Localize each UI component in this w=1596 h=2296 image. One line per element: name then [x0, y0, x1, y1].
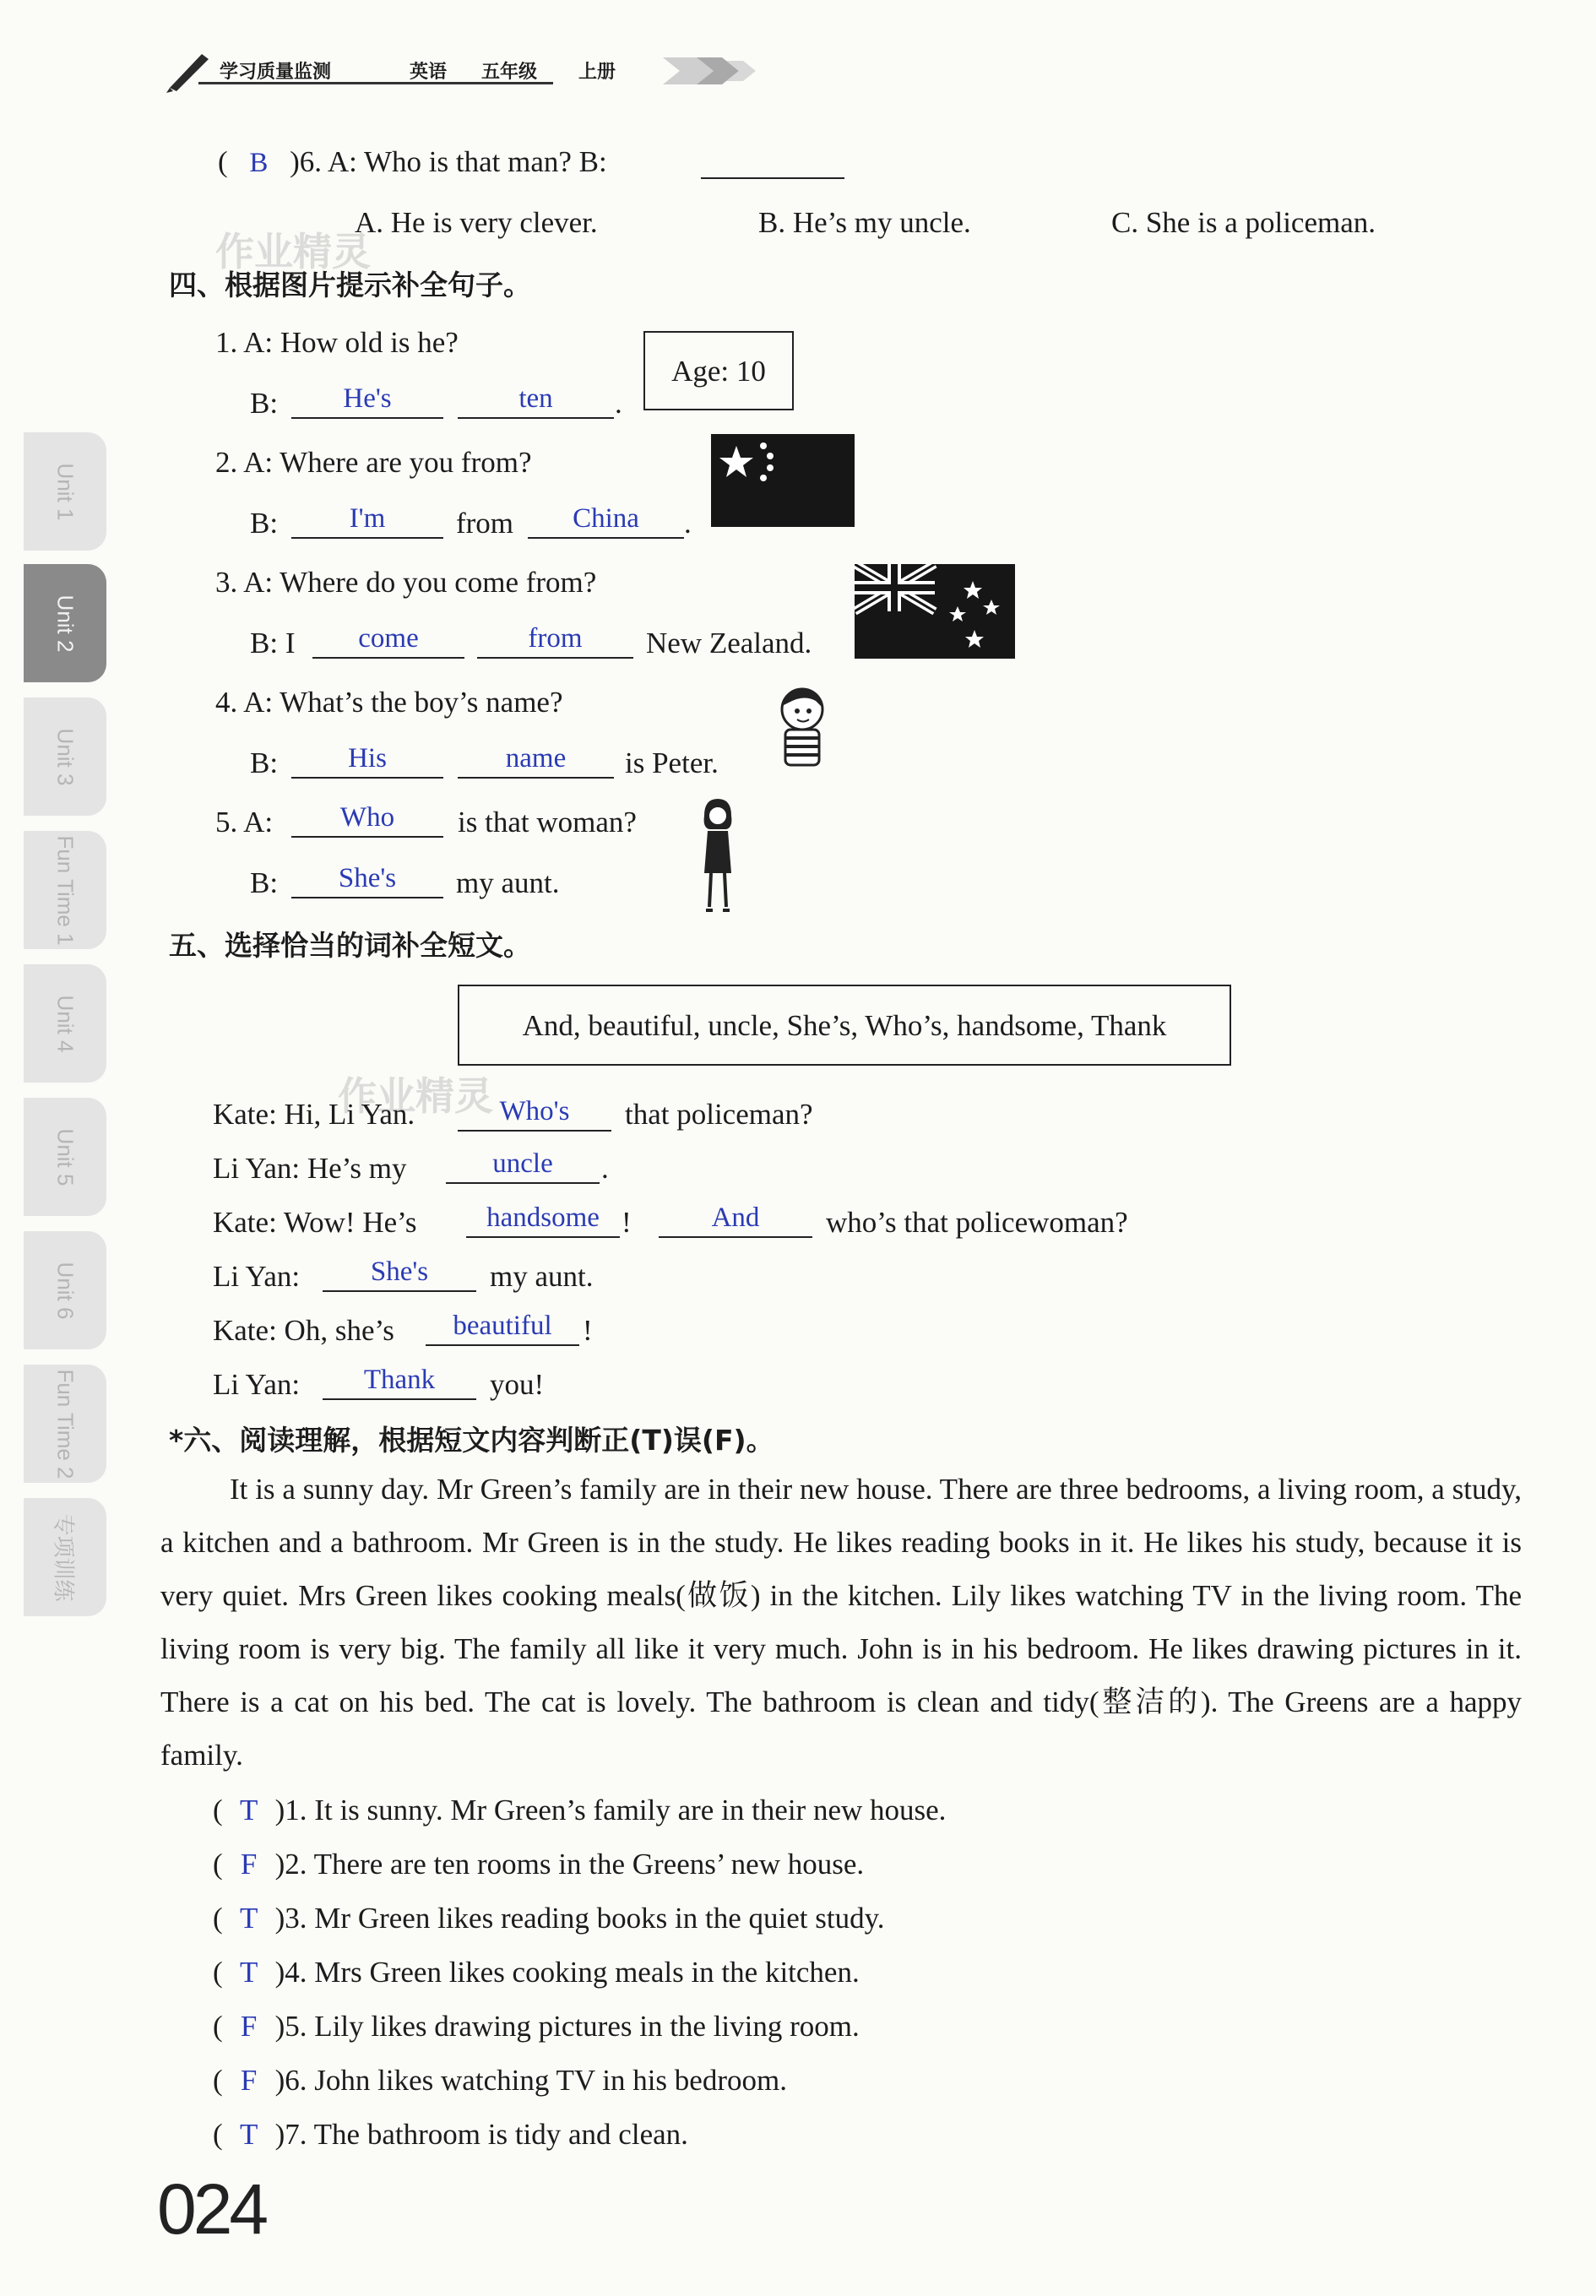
header-title: 学习质量监测 [220, 62, 332, 83]
tf-statement-4: ( T )4. Mrs Green likes cooking meals in the kitchen. [213, 1956, 860, 1989]
s4-b5-blank1: She's [291, 861, 443, 898]
s4-b2-blank1: I'm [291, 502, 443, 539]
q6-row: ( B )6. A: Who is that man? B: [218, 145, 607, 178]
q6-option-b: B. He’s my uncle. [758, 206, 971, 239]
reading-passage: It is a sunny day. Mr Green’s family are in their new house. There are three bedrooms, a living room, a study, a kitchen and a bathroom. Mr Green is in the study. He likes reading books in it. He likes his study, because it is very quiet. Mrs Green likes cooking meals(做饭) in the kitchen. Lily likes watching TV in the living room. The living room is very big. The family all like it very much. John is in his bedroom. He likes drawing pictures in it. There is a cat on his bed. The cat is lovely. The bathroom is clean and tidy(整洁的). The Greens are a happy family. [160, 1473, 1522, 1772]
tab-unit-5[interactable]: Unit 5 [24, 1098, 106, 1216]
s5-blank4: And [659, 1201, 812, 1238]
s5-blank7: Thank [323, 1363, 476, 1400]
s5-blank6: beautiful [426, 1309, 579, 1346]
s5-line4: Li Yan: [213, 1260, 301, 1293]
page-header [165, 49, 773, 93]
tab-fun-time-1[interactable]: Fun Time 1 [24, 831, 106, 949]
s4-b3-blank1: come [312, 621, 464, 659]
tf-statement-3: ( T )3. Mr Green likes reading books in the quiet study. [213, 1902, 885, 1935]
tf-statement-7: ( T )7. The bathroom is tidy and clean. [213, 2118, 688, 2151]
s4-q3: 3. A: Where do you come from? [215, 566, 597, 599]
tab-unit-4[interactable]: Unit 4 [24, 964, 106, 1083]
section6-title: *六、阅读理解，根据短文内容判断正(T)误(F)。 [169, 1424, 774, 1457]
s5-line2: Li Yan: He’s my [213, 1152, 407, 1185]
q6-option-a: A. He is very clever. [355, 206, 598, 239]
tf-statement-1: ( T )1. It is sunny. Mr Green’s family are in their new house. [213, 1794, 947, 1826]
s4-q1: 1. A: How old is he? [215, 326, 459, 359]
q6-blank [701, 177, 844, 179]
header-volume: 上册 [578, 62, 616, 83]
s4-b4-blank1: His [291, 741, 443, 779]
tf-statement-2: ( F )2. There are ten rooms in the Greens’ new house. [213, 1848, 865, 1881]
new-zealand-flag-icon [855, 564, 1015, 659]
tab-unit-3[interactable]: Unit 3 [24, 697, 106, 816]
tf-statement-6: ( F )6. John likes watching TV in his bedroom. [213, 2064, 787, 2097]
s5-blank1: Who's [458, 1094, 611, 1132]
china-flag-icon [711, 434, 855, 527]
s4-q4: 4. A: What’s the boy’s name? [215, 686, 563, 719]
section4-title: 四、根据图片提示补全句子。 [169, 269, 531, 301]
s4-b3-blank2: from [477, 621, 633, 659]
boy-icon [770, 682, 838, 775]
s4-b4-blank2: name [458, 741, 614, 779]
page-number: 024 [157, 2169, 266, 2249]
tf-statement-5: ( F )5. Lily likes drawing pictures in the living room. [213, 2010, 860, 2043]
s5-blank3: handsome [466, 1201, 620, 1238]
q6-question: )6. A: Who is that man? B: [290, 145, 607, 178]
arrow-decoration-icon [663, 54, 773, 88]
woman-icon [692, 797, 743, 915]
age-box: Age: 10 [643, 331, 794, 410]
tab-special-training[interactable]: 专项训练 [24, 1498, 106, 1616]
s5-blank5: She's [323, 1255, 476, 1292]
s4-q5-blank: Who [291, 801, 443, 838]
q6-answer: B [249, 148, 269, 178]
s4-b1-blank1: He's [291, 382, 443, 419]
s4-b2-blank2: China [528, 502, 684, 539]
tab-fun-time-2[interactable]: Fun Time 2 [24, 1365, 106, 1483]
watermark: 作业精灵 [338, 1073, 493, 1119]
tab-unit-6[interactable]: Unit 6 [24, 1231, 106, 1349]
s4-b1-prefix: B: [250, 387, 279, 420]
header-subject: 英语 [410, 62, 448, 83]
watermark: 作业精灵 [215, 229, 371, 274]
q6-option-c: C. She is a policeman. [1111, 206, 1376, 239]
s5-line3: Kate: Wow! He’s [213, 1206, 417, 1239]
tab-unit-2[interactable]: Unit 2 [24, 564, 106, 682]
header-grade: 五年级 [481, 62, 538, 83]
s4-q2: 2. A: Where are you from? [215, 446, 532, 479]
s5-line6: Li Yan: [213, 1368, 301, 1401]
s4-b1-blank2: ten [458, 382, 614, 419]
s5-line5: Kate: Oh, she’s [213, 1314, 394, 1347]
s5-line1: Kate: Hi, Li Yan. [213, 1098, 415, 1131]
tab-unit-1[interactable]: Unit 1 [24, 432, 106, 551]
word-bank-box [458, 985, 1231, 1066]
s5-blank2: uncle [446, 1147, 600, 1184]
section5-title: 五、选择恰当的词补全短文。 [169, 929, 531, 962]
word-bank: And, beautiful, uncle, She’s, Who’s, handsome, Thank [522, 1008, 1167, 1042]
